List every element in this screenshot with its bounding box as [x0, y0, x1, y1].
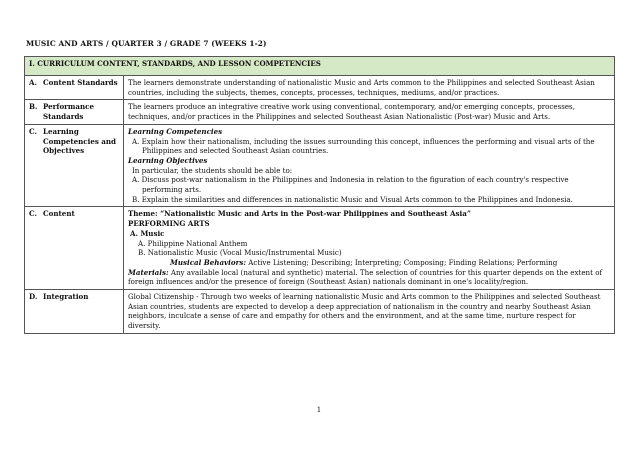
row-label-competencies: [25, 124, 124, 207]
row-letter: D.: [29, 292, 38, 302]
row-label-content: [25, 207, 124, 290]
competencies-cell: [124, 124, 615, 207]
theme-line: [128, 209, 610, 219]
table-row: [25, 207, 615, 290]
objectives-intro: In particular, the students should be able to:: [132, 165, 293, 175]
row-letter: A.: [29, 78, 37, 87]
section-heading: I. CURRICULUM CONTENT, STANDARDS, AND LESSON COMPETENCIES: [25, 57, 615, 76]
row-label-text: Integration: [43, 292, 89, 302]
materials-label: Materials:: [128, 267, 169, 277]
content-standards-text: The learners demonstrate understanding of nationalistic Music and Arts common to the Philippines and selected Southeast Asian countries, including the subjects, themes, concepts, processes, techniques, mediums, and/or practices.: [124, 76, 615, 100]
competencies-heading: Learning Competencies: [128, 126, 223, 136]
objective-a: A. Discuss post-war nationalism in the Philippines and Indonesia in relation to the figuration of each country's respective performing arts.: [132, 175, 569, 195]
behaviors-text: Active Listening; Describing; Interpreting; Composing; Finding Relations; Performing: [248, 257, 558, 267]
row-label-text: Content Standards: [43, 78, 118, 87]
music-item-a: A. Philippine National Anthem: [138, 238, 248, 248]
page-number: 1: [316, 406, 322, 414]
behaviors-label: Musical Behaviors:: [170, 257, 246, 267]
row-label-text: Content: [43, 209, 75, 219]
row-letter: C.: [29, 209, 37, 219]
section-heading-row: [25, 57, 615, 76]
music-item-b: B. Nationalistic Music (Vocal Music/Instrumental Music): [138, 248, 342, 258]
table-row: [25, 290, 615, 334]
materials-text: Any available local (natural and synthetic) material. The selection of countries for this quarter depends on the extent of foreign influences and/or the presence of foreign (Southeast Asian) nationals dominant in one's locality/region.: [128, 267, 603, 287]
row-letter: B.: [29, 102, 38, 112]
table-row: [25, 100, 615, 124]
musical-behaviors: [128, 258, 610, 268]
objective-b: B. Explain the similarities and differences in nationalistic Music and Visual Arts common to the Philippines and Indonesia.: [132, 194, 573, 204]
content-cell: [124, 207, 615, 290]
row-letter: C.: [29, 126, 37, 136]
music-heading: A. Music: [130, 228, 165, 238]
performance-standards-text: The learners produce an integrative creative work using conventional, contemporary, and/or emerging concepts, processes, techniques, and/or practices in the Philippines and selected Southeast Asian Nationalistic (Post-war) Music and Arts.: [124, 100, 615, 124]
row-label-text: Learning Competencies and Objectives: [43, 126, 117, 156]
row-label-performance-standards: [25, 100, 124, 124]
table-row: [25, 124, 615, 207]
row-label-content-standards: [25, 76, 124, 100]
theme-text: “Nationalistic Music and Arts in the Post-war Philippines and Southeast Asia”: [160, 209, 471, 219]
performing-arts-heading: PERFORMING ARTS: [128, 219, 210, 229]
table-row: [25, 76, 615, 100]
competency-a: A. Explain how their nationalism, including the issues surrounding this concept, influences the performing and visual arts of the Philippines and selected Southeast Asian countries.: [132, 136, 595, 156]
row-label-text: Performance Standards: [43, 102, 95, 122]
curriculum-table: [24, 56, 615, 334]
integration-text: Global Citizenship - Through two weeks of learning nationalistic Music and Arts common to the Philippines and selected Southeast Asian countries, students are expected to develop a deep appreciation of nationalism in the country and nearby Southeast Asian neighbors, inculcate a sense of care and empathy for others and the environment, and at the same time, nurture respect for diversity.: [124, 290, 615, 334]
materials: [128, 268, 610, 287]
objectives-heading: Learning Objectives: [128, 155, 208, 165]
theme-label: Theme:: [128, 209, 158, 219]
document-title: MUSIC AND ARTS / QUARTER 3 / GRADE 7 (WEEKS 1-2): [26, 39, 267, 48]
row-label-integration: [25, 290, 124, 334]
